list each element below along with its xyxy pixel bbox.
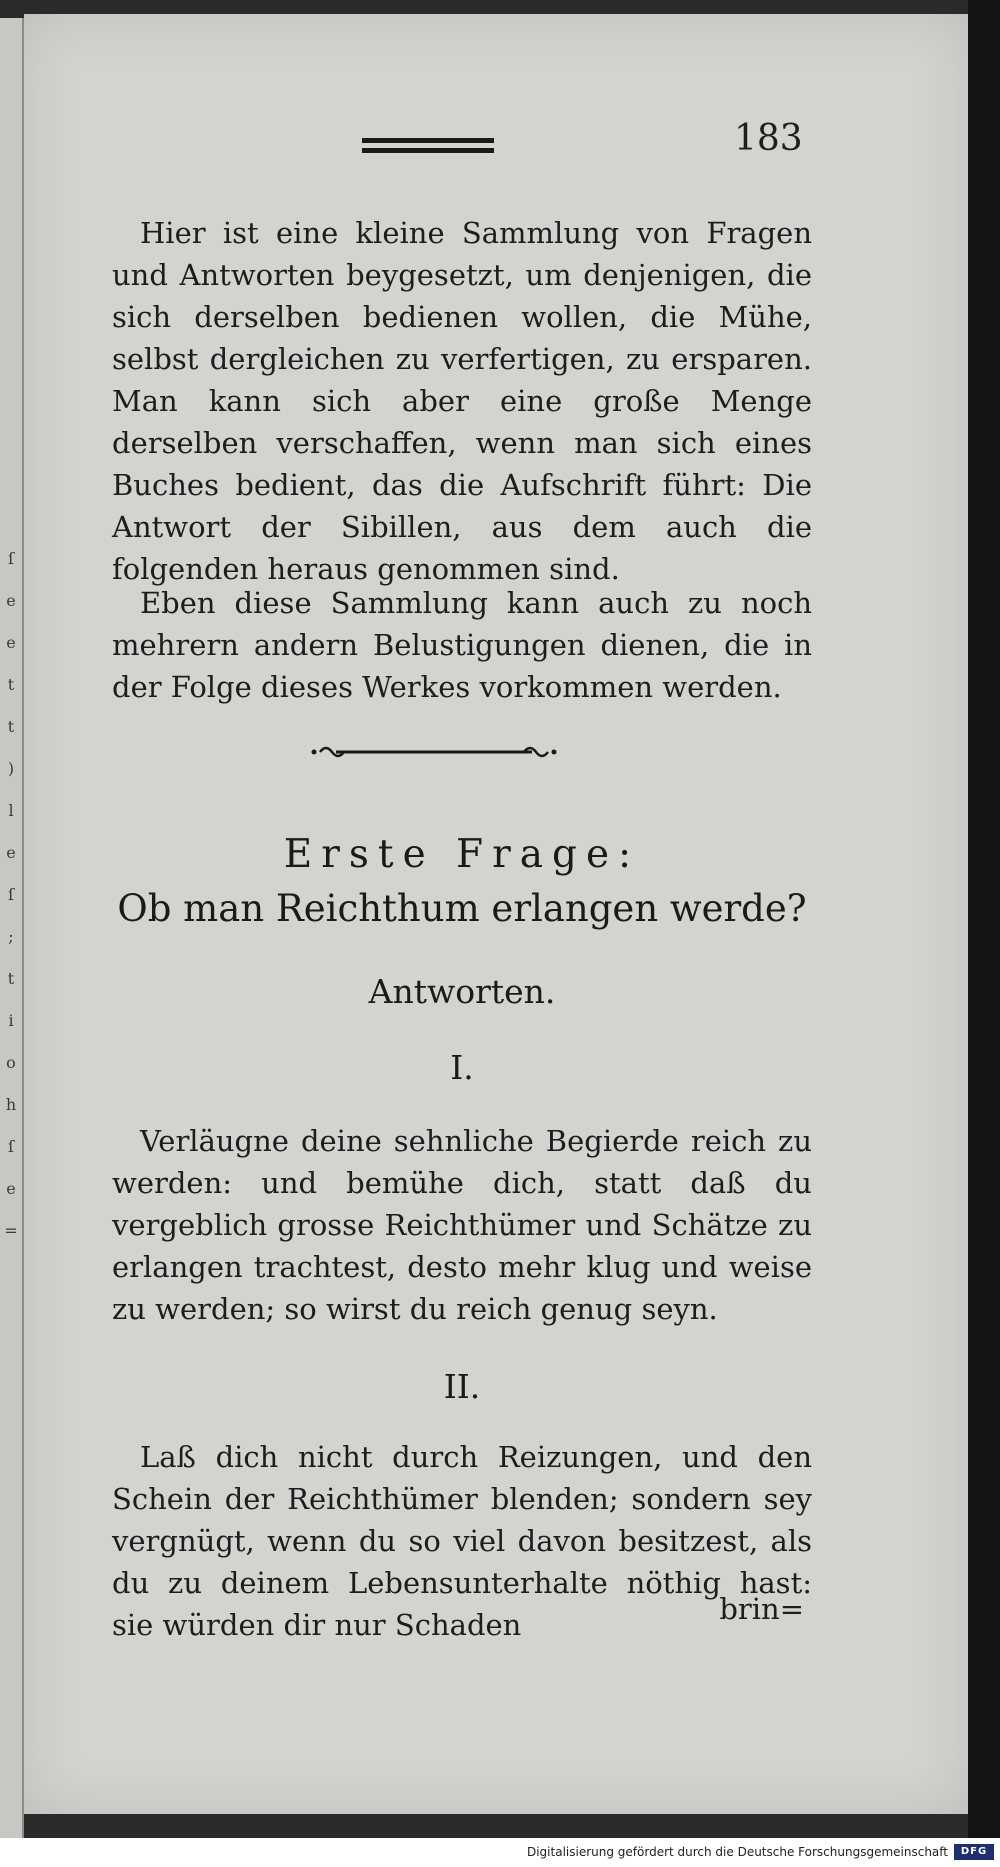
paragraph-text: Laß dich nicht durch Reizungen, und den Schein der Reichthümer blenden; sondern sey vergnügt, wenn du so viel davon besitzest, als du zu deinem Lebensunterhalte nöthig hast: sie würden dir nur Schaden xyxy=(112,1440,812,1642)
intro-paragraph-1 xyxy=(112,212,812,590)
header-double-rule xyxy=(362,138,494,158)
page-number: 183 xyxy=(734,118,803,159)
paragraph-text: Verläugne deine sehnliche Begierde reich zu werden: und bemühe dich, statt daß du vergeblich grosse Reichthümer und Schätze zu erlangen trachtest, desto mehr klug und weise zu werden; so wirst du reich genug seyn. xyxy=(112,1124,812,1326)
answer-numeral: I. xyxy=(450,1048,474,1087)
section-subtitle: Ob man Reichthum erlangen werde? xyxy=(117,887,807,930)
left-page-marks: ſ e e t t ) l e ſ ; t i o h ſ e = xyxy=(4,549,18,1240)
ornament-divider xyxy=(306,742,562,762)
digitization-footer xyxy=(0,1838,1000,1867)
answers-heading: Antworten. xyxy=(368,972,556,1011)
dfg-logo: DFG xyxy=(954,1844,994,1860)
answer-paragraph xyxy=(112,1120,812,1330)
section-title: Erste Frage: xyxy=(283,832,641,877)
left-page-edge xyxy=(0,18,24,1838)
intro-paragraph-2 xyxy=(112,582,812,708)
scan-border xyxy=(968,0,1000,1838)
paragraph-text: Eben diese Sammlung kann auch zu noch mehrern andern Belustigungen dienen, die in der Folge dieses Werkes vorkommen werden. xyxy=(112,586,812,704)
paragraph-text: Hier ist eine kleine Sammlung von Fragen und Antworten beygesetzt, um denjenigen, die sich derselben bedienen wollen, die Mühe, selbst dergleichen zu verfertigen, zu ersparen. Man kann sich aber eine große Menge derselben verschaffen, wenn man sich eines Buches bedient, das die Aufschrift führt: Die Antwort der Sibillen, aus dem auch die folgenden heraus genommen sind. xyxy=(112,216,812,586)
catchword: brin= xyxy=(719,1592,804,1626)
answer-numeral: II. xyxy=(443,1367,481,1406)
footer-credit: Digitalisierung gefördert durch die Deutsche Forschungsgemeinschaft xyxy=(526,1845,948,1859)
